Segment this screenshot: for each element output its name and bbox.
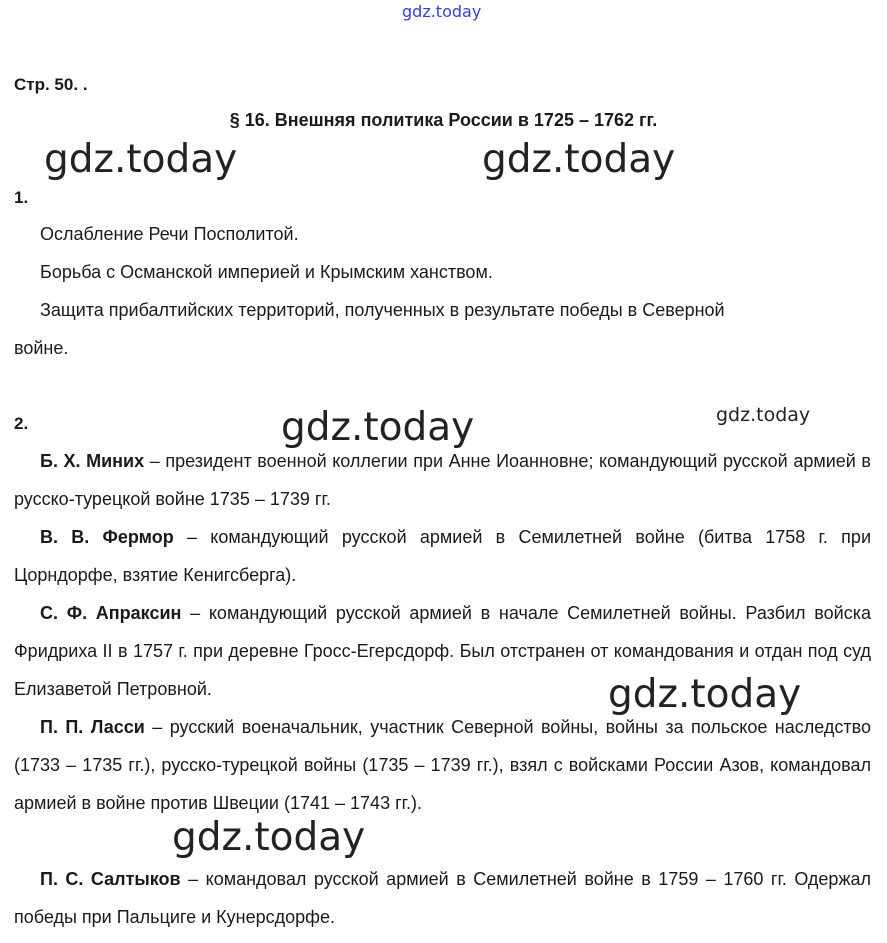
entry-minikh bbox=[14, 442, 871, 518]
entry-text: – президент военной коллегии при Анне Иоанновне; командующий русской армией в русско-турецкой войне 1735 – 1739 гг. bbox=[14, 451, 871, 509]
section-heading: § 16. Внешняя политика России в 1725 – 1762 гг. bbox=[229, 110, 658, 130]
entry-fermor bbox=[14, 518, 871, 594]
page-label bbox=[14, 75, 88, 95]
section2-number: 2. bbox=[14, 414, 29, 433]
entry-name: В. В. Фермор bbox=[40, 527, 174, 547]
entry-text: – русский военачальник, участник Северной войны, войны за польское наследство (1733 – 1735 гг.), русско-турецкой войны (1735 – 1739 гг.), взял с войсками России Азов, командовал армией в войне против Швеции (1741 – 1743 гг.). bbox=[14, 717, 871, 813]
entry-apraksin bbox=[14, 594, 871, 708]
section1-item-1: Ослабление Речи Посполитой. bbox=[40, 224, 299, 244]
watermark-6: gdz.today bbox=[172, 815, 366, 860]
watermark-4: gdz.today bbox=[716, 404, 811, 426]
page-label-dot: . bbox=[82, 75, 88, 94]
entry-text: – командовал русской армией в Семилетней войне в 1759 – 1760 гг. Одержал победы при Пальциге и Кунерсдорфе. bbox=[14, 869, 871, 927]
entry-saltykov bbox=[14, 860, 871, 936]
entry-name: Б. Х. Миних bbox=[40, 451, 145, 471]
section1-number: 1. bbox=[14, 188, 29, 207]
entry-name: П. П. Ласси bbox=[40, 717, 145, 737]
entry-name: С. Ф. Апраксин bbox=[40, 603, 182, 623]
entry-name: П. С. Салтыков bbox=[40, 869, 181, 889]
watermark-1: gdz.today bbox=[44, 137, 238, 182]
page-label-text: Стр. 50. bbox=[14, 75, 79, 94]
entry-lassi bbox=[14, 708, 871, 822]
entry-text: – командующий русской армией в Семилетней войне (битва 1758 г. при Цорндорфе, взятие Кенигсберга). bbox=[14, 527, 871, 585]
watermark-3: gdz.today bbox=[281, 405, 475, 450]
watermark-top: gdz.today bbox=[402, 2, 482, 21]
section1-item-3-continuation: войне. bbox=[14, 338, 69, 358]
entry-text: – командующий русской армией в начале Семилетней войны. Разбил войска Фридриха II в 1757 г. при деревне Гросс-Егерсдорф. Был отстранен от командования и отдан под суд Елизаветой Петровной. bbox=[14, 603, 871, 699]
watermark-2: gdz.today bbox=[482, 137, 676, 182]
section1-item-2: Борьба с Османской империей и Крымским ханством. bbox=[40, 262, 493, 282]
section1-item-3: Защита прибалтийских территорий, полученных в результате победы в Северной bbox=[40, 300, 725, 320]
watermark-5: gdz.today bbox=[608, 672, 802, 717]
